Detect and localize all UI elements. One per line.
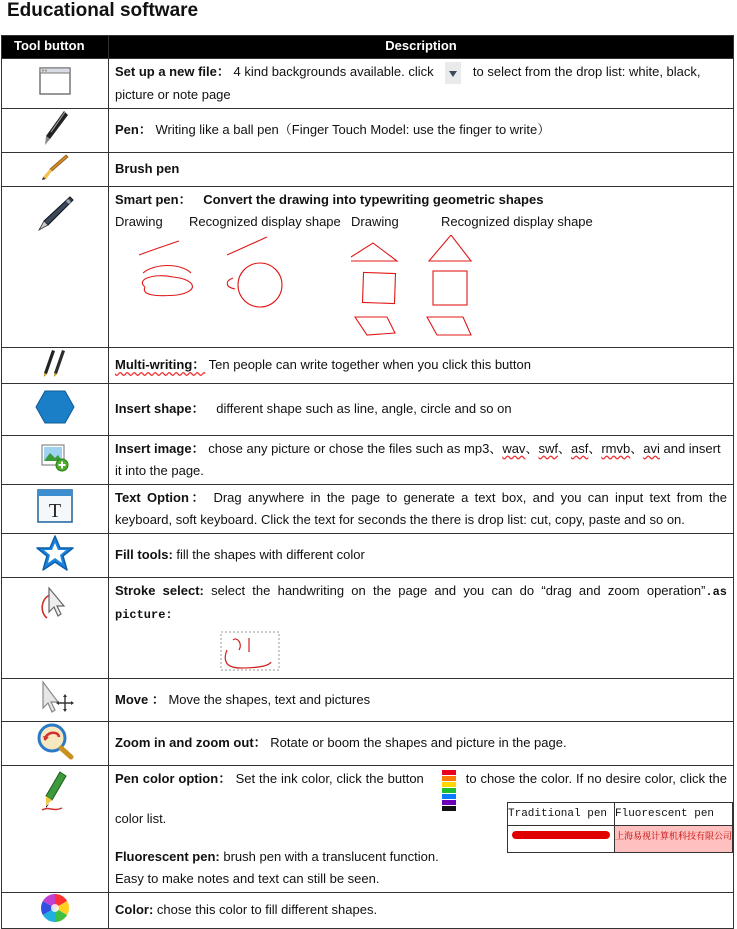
text-option-glyph: T [48, 500, 62, 523]
separator: 、 [525, 440, 539, 456]
row-text: Convert the drawing into typewriting geometric shapes [203, 191, 544, 207]
table-row [2, 678, 734, 721]
row-title: Fill tools: [115, 547, 173, 563]
table-row [2, 435, 734, 484]
fluorescent-text-2: Easy to make notes and text can still be seen. [115, 870, 380, 886]
table-row [2, 59, 734, 109]
table-row [2, 186, 734, 347]
smart-pen-icon[interactable] [34, 193, 76, 233]
row-title: Text Option： [115, 489, 208, 505]
star-icon[interactable] [35, 534, 75, 572]
separator: 、 [588, 440, 602, 456]
palette-swatch [442, 812, 456, 818]
fluorescent-pen-sample: 上海易视计算机科技有限公司 [615, 825, 733, 852]
row-text: Move the shapes, text and pictures [168, 691, 371, 707]
row-title: Smart pen： [115, 191, 192, 207]
format-avi: avi [643, 440, 660, 456]
traditional-pen-stroke [512, 829, 610, 841]
stroke-selection-illustration [213, 630, 303, 676]
row-title: Pen： [115, 122, 152, 138]
zoom-icon[interactable] [34, 722, 76, 760]
label-drawing: Drawing [351, 213, 399, 229]
row-title: Color: [115, 902, 154, 918]
row-text: Writing like a ball pen（Finger Touch Model: use the finger to write） [155, 122, 551, 138]
row-text: different shape such as line, angle, circle and so on [216, 401, 512, 417]
shape-recognition-illustration [115, 235, 715, 345]
row-title: Set up a new file： [115, 64, 230, 79]
row-text: chose this color to fill different shapes. [156, 902, 378, 918]
dropdown-arrow-icon[interactable] [445, 62, 461, 84]
row-title: Zoom in and zoom out： [115, 735, 267, 751]
row-text: to chose the color. If no desire color, click the color list. [115, 770, 727, 826]
stroke-select-icon[interactable] [37, 582, 73, 622]
row-title: Brush pen [115, 161, 180, 177]
shape-labels [115, 211, 727, 235]
insert-image-icon[interactable] [39, 441, 71, 473]
separator: 、 [557, 440, 571, 456]
pen-color-icon[interactable] [40, 770, 70, 812]
table-row [2, 383, 734, 435]
table-row [2, 577, 734, 678]
table-row [2, 533, 734, 577]
label-drawing: Drawing [115, 213, 163, 229]
tool-table [1, 35, 734, 929]
row-text: select the handwriting on the page and you can do “drag and zoom operation” [211, 582, 706, 598]
row-text: chose any picture or chose the files such as mp3、 [208, 440, 503, 456]
table-row [2, 765, 734, 892]
row-text: 4 kind backgrounds available. click [233, 64, 434, 79]
format-rmvb: rmvb [601, 440, 631, 456]
table-row [2, 892, 734, 928]
row-text: to select from the drop list: white, black, picture or note page [115, 64, 701, 102]
row-title: Insert shape： [115, 401, 205, 417]
row-title: Pen color option： [115, 770, 232, 786]
multi-pen-icon[interactable] [40, 348, 70, 378]
color-wheel-icon[interactable] [40, 893, 70, 923]
row-title: Multi-writing： [115, 357, 206, 373]
row-text: Drag anywhere in the page to generate a text box, and you can input text from the keyboard, soft keyboard. Click the text for seconds the there is drop list: cut, copy, paste and so on. [115, 489, 727, 527]
fluorescent-title: Fluorescent pen: [115, 848, 220, 864]
row-text-tail: .as picture: [115, 584, 727, 622]
format-wav: wav [502, 440, 526, 456]
row-text: Set the ink color, click the button [235, 770, 424, 786]
label-recognized: Recognized display shape [441, 213, 593, 229]
row-text: Ten people can write together when you click this button [208, 357, 531, 373]
row-text: and insert it into the page. [115, 440, 721, 478]
pen-comparison-table [507, 802, 733, 853]
row-text: fill the shapes with different color [176, 547, 365, 563]
page-title: Educational software [7, 0, 199, 21]
brush-icon[interactable] [40, 153, 70, 181]
format-swf: swf [538, 440, 558, 456]
table-row [2, 108, 734, 152]
row-title: Stroke select: [115, 582, 204, 598]
separator: 、 [630, 440, 644, 456]
header-tool: Tool button [2, 36, 109, 59]
table-row [2, 152, 734, 186]
table-row [2, 347, 734, 383]
row-text: Rotate or boom the shapes and picture in the page. [270, 735, 567, 751]
text-option-icon[interactable] [36, 488, 74, 524]
fluorescent-text: brush pen with a translucent function. [223, 848, 439, 864]
fluorescent-pen-header: Fluorescent pen [615, 802, 733, 825]
table-header [2, 36, 734, 59]
row-title: Insert image： [115, 440, 205, 456]
move-icon[interactable] [35, 680, 75, 714]
new-file-icon[interactable] [38, 66, 72, 96]
table-row [2, 721, 734, 765]
color-palette-icon[interactable] [442, 770, 456, 810]
table-row [2, 484, 734, 533]
label-recognized: Recognized display shape [189, 213, 341, 229]
row-title: Move ： [115, 691, 165, 707]
hexagon-icon[interactable] [35, 389, 75, 425]
format-asf: asf [570, 440, 589, 456]
pen-icon[interactable] [40, 109, 70, 147]
traditional-pen-header: Traditional pen [508, 802, 615, 825]
header-description: Description [109, 36, 734, 59]
